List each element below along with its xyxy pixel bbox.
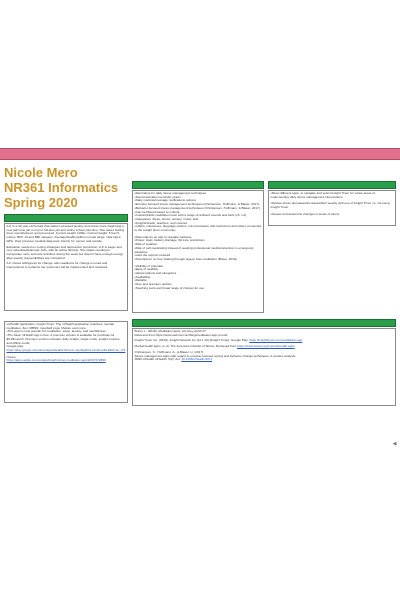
feature-line: •Free and premium options xyxy=(134,282,172,287)
feature-line: •Ease of usability xyxy=(134,267,159,272)
feature-line: •Behavior-focused stress management techniques (Christensen, Hoffmann, & Blaser, 2017). xyxy=(134,205,261,210)
itunes-link[interactable]: https://apps.apple.com/us/app/insight-timer-meditation-app/id337472899 xyxy=(6,358,106,363)
feature-line: •Availability xyxy=(134,274,151,279)
features-box xyxy=(132,190,264,313)
itunes-label: iTunes: xyxy=(6,354,17,359)
reference-text: JMIR mHealth mHealth, 5(2), doi: xyxy=(134,357,181,362)
reference-item xyxy=(135,330,394,337)
feature-line: •Reliable xyxy=(134,278,147,283)
reference-item xyxy=(135,345,394,349)
feature-line: •Daily mantras/message notifications options xyxy=(134,198,196,203)
case-paragraph: A.K is a 30 year old female that states increased anxiety and stress since beginning a new part-time job on top of full-time job and online school part-time. She states feeling tired, overwhelmed, and pressured. Current weight 119lbs. Current height: 5 feet 5 inches. BMI: 19 and BMI category: Average/healthy/within normal range. Vital signs: WNL. Past previous medical diagnosis: Family hx: cancer and suicide. xyxy=(6,224,125,243)
reference-item xyxy=(135,351,394,362)
google-play-link[interactable]: https://play.google.com/store/apps/details?id=com.spotlightsix.zentimerlite2&hl=en_US xyxy=(6,347,126,352)
reference-text: Stress management apps with regard to emotion-focused coping and behavior change techniques: A content analysis. xyxy=(134,353,296,358)
feature-line: •Lack the support network xyxy=(134,253,171,258)
feature-line: •Potential for no true sharing through pigeon hole meditation (Bravo, 2019). xyxy=(134,256,238,261)
evaluation-line: •Assess and determine changes in levels of stress xyxy=(270,211,340,216)
references-section-bar xyxy=(132,319,396,327)
reference-link[interactable]: https://www.stress.org/mental-health-apps xyxy=(237,344,295,349)
feature-line: •Charts, milestones, language options, communication with instructors and others connected to the insight timer community xyxy=(134,224,262,233)
feature-line: •Risk of self-medicating instead of seeking professional medical attention in emergency situations xyxy=(134,245,254,254)
feature-line: •Varied options and categories xyxy=(134,271,177,276)
course-name: NR361 Informatics xyxy=(4,180,119,195)
evaluation-line: •Review stress decreases/increase/effect weekly with use of Insight Timer vs. not using Insight Timer xyxy=(270,201,390,210)
app-info-line: •The basic mHealth app is free. A premium version is available for purchase for $9.99/month. Premium version includes: daily insight, single mode, insight courses, and offline mode. xyxy=(6,333,121,345)
reference-item xyxy=(135,339,394,343)
feature-line: •Can be filtered based on criteria xyxy=(134,209,180,214)
reference-text: Mental health apps. (n.d). The American Institute of Stress. Retrieved from xyxy=(134,344,237,349)
title-block xyxy=(4,165,129,210)
feature-line: •Visibility of potential xyxy=(134,263,163,268)
references-box xyxy=(132,328,396,406)
poster-slide xyxy=(0,148,400,456)
header-bar xyxy=(0,148,400,160)
reference-text: Christensen, C., Hoffmann, A., & Blaser, U. (2017). xyxy=(134,349,205,354)
reference-text: Bravo, L. (2019). Meditation apps: Are they worth it? xyxy=(134,329,206,333)
app-info-box xyxy=(4,321,128,403)
features-section-bar xyxy=(132,181,264,189)
reference-link[interactable]: https://insighttimer.com/meditation-app xyxy=(249,338,303,343)
case-box xyxy=(4,223,128,311)
feature-line: •Categories: Sleep, stress, anxiety, music, kids xyxy=(134,216,199,221)
app-info-line: •mHealth application: Insight Timer: The mHealth application practices: secular meditation, Zen, MBSR, Goodwill yoga, Mettas, and more. xyxy=(6,322,115,330)
feature-line: •Power, bugs, battery drainage, Wi-Line restrictions xyxy=(134,238,205,243)
case-section-bar xyxy=(4,214,128,222)
author-name: Nicole Mero xyxy=(4,165,78,180)
app-info-line: •This app is most popular for meditation, sleep, anxiety, and mindfulness. xyxy=(6,329,107,334)
feature-line: •Customizable meditation timer with a range of ambient sounds and bells (v3, v.4). xyxy=(134,213,247,218)
feature-line: •Sound activation reminder option xyxy=(134,194,181,199)
app-info-lines xyxy=(7,323,126,345)
reference-link[interactable]: 10.2196/mhealth.6471 xyxy=(181,357,213,362)
term-name: Spring 2020 xyxy=(4,195,78,210)
reference-text: Retrieved from https://www.webmd.com/blog/meditation-app-pro-list xyxy=(134,332,228,337)
feature-line: •Risk of isolation xyxy=(134,242,158,247)
evaluation-section-bar xyxy=(268,181,396,189)
case-paragraph: A.K shows willingness for change, also readiness for change is noted and interventions to enhance her outcomes will be implemented and reviewed. xyxy=(6,261,108,270)
google-play-label: Google play: xyxy=(6,344,24,349)
evaluation-line: •Show different apps, to navigate and select Insight Timer for varies areas of implementing daily stress management interventions xyxy=(270,191,375,199)
feature-line: •Dependency on app to regulate wellness xyxy=(134,234,192,239)
case-paragraph: Education needed on coping strategies and depression prevention. A.K is eager and very scheduled/planned. Also, with an active lifestyle. She states needing to incorporate more self-care activities during the week but doesn't have enough energy after weekly responsibilities are completed. xyxy=(6,244,124,260)
evaluation-box xyxy=(268,190,396,226)
reference-text: Insight Timer Inc. (2019). Insight Network Inc (11.1.10) [Insight Timer]. Google Play. xyxy=(134,338,249,343)
feature-line: •Emotion-focused stress management techniques (Christensen, Hoffmann, & Blaser, 2017). xyxy=(134,202,260,207)
feature-line: •Reminders for daily stress management techniques xyxy=(134,191,207,195)
feature-line: •Teaching tools and broad range of choices for use xyxy=(134,285,205,290)
feature-line: •Insight/rehabs, teachers, and courses xyxy=(134,220,188,225)
speaker-icon[interactable]: ◀ xyxy=(392,441,397,447)
